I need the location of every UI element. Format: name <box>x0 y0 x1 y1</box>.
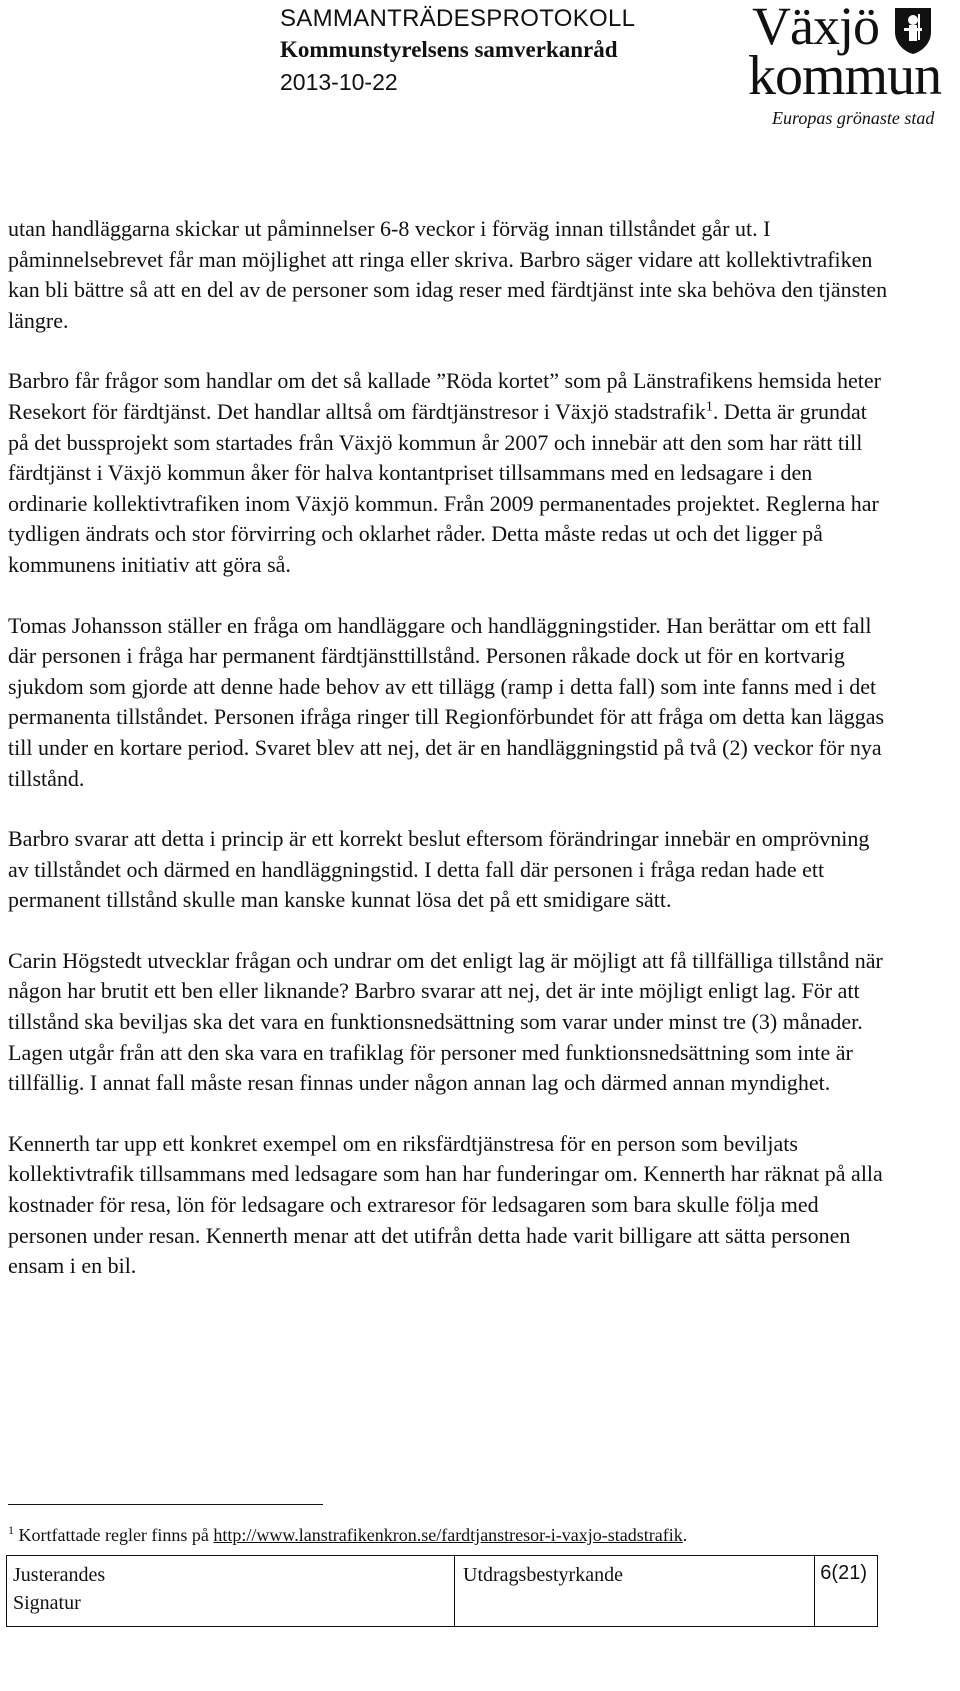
utdragsbestyrkande-cell <box>455 1556 815 1626</box>
document-type: SAMMANTRÄDESPROTOKOLL <box>280 5 636 32</box>
footnote-reference[interactable]: 1 <box>705 399 713 415</box>
footnote-separator <box>8 1504 323 1505</box>
paragraph-text: . Detta är grundat på det bussprojekt som startades från Växjö kommun år 2007 och innebär att den som har rätt till färdtjänst i Växjö kommun åker för halva kontantpriset tillsammans med en ledsagare i den ordinarie kollektivtrafiken inom Växjö kommun. Från 2009 permanentades projektet. Reglerna har tydligen ändrats och stor förvirring och oklarhet råder. Detta måste redas ut och det ligger på kommunens initiativ att göra så. <box>8 398 879 577</box>
vaxjo-kommun-logo <box>748 0 960 130</box>
page-number: 6(21) <box>820 1562 867 1584</box>
signature-footer <box>6 1555 878 1627</box>
paragraph <box>8 366 888 580</box>
footnote-text: Kortfattade regler finns på <box>14 1525 214 1545</box>
footnote-link[interactable]: http://www.lanstrafikenkron.se/fardtjanstresor-i-vaxjo-stadstrafik <box>213 1525 683 1545</box>
footnote <box>8 1518 687 1547</box>
protocol-body <box>8 214 888 1312</box>
document-header <box>280 4 635 98</box>
justerandes-signatur-cell <box>7 1556 455 1626</box>
paragraph: Tomas Johansson ställer en fråga om handläggare och handläggningstider. Han berättar om ett fall där personen i fråga har permanent färdtjänsttillstånd. Personen råkade dock ut för en kortvarig sjukdom som gjorde att denne hade behov av ett tillägg (ramp i detta fall) som inte fanns med i det permanenta tillståndet. Personen ifråga ringer till Regionförbundet för att fråga om detta kan läggas till under en kortare period. Svaret blev att nej, det är en handläggningstid på två (2) veckor för nya tillstånd. <box>8 612 885 791</box>
logo-line-2: kommun <box>748 45 942 107</box>
justerandes-label: Justerandes <box>13 1564 106 1586</box>
signatur-label: Signatur <box>13 1592 81 1614</box>
utdragsbestyrkande-label: Utdragsbestyrkande <box>463 1564 623 1586</box>
committee-name: Kommunstyrelsens samverkanråd <box>280 37 618 62</box>
paragraph: Carin Högstedt utvecklar frågan och undrar om det enligt lag är möjligt att få tillfälliga tillstånd när någon har brutit ett ben eller liknande? Barbro svarar att nej, det är inte möjligt enligt lag. För att tillstånd ska beviljas ska det vara en funktionsnedsättning som varar under minst tre (3) månader. Lagen utgår från att den ska vara en trafiklag för personer med funktionsnedsättning som inte är tillfällig. I annat fall måste resan finnas under någon annan lag och därmed annan myndighet. <box>8 947 883 1096</box>
meeting-date: 2013-10-22 <box>280 69 398 95</box>
logo-tagline: Europas grönaste stad <box>772 108 935 128</box>
paragraph: Barbro svarar att detta i princip är ett korrekt beslut eftersom förändringar innebär en omprövning av tillståndet och därmed en handläggningstid. I detta fall där personen i fråga redan hade ett permanent tillstånd skulle man kanske kunnat lösa det på ett smidigare sätt. <box>8 826 870 913</box>
footnote-end: . <box>682 1525 688 1545</box>
paragraph-text: Barbro får frågor som handlar om det så kallade ”Röda kortet” som på Länstrafikens hemsida heter Resekort för färdtjänst. Det handlar alltså om färdtjänstresor i Växjö stadstrafik <box>8 368 881 424</box>
paragraph: utan handläggarna skickar ut påminnelser 6-8 veckor i förväg innan tillståndet går ut. I påminnelsebrevet får man möjlighet att ringa eller skriva. Barbro säger vidare att kollektivtrafiken kan bli bättre så att en del av de personer som idag reser med färdtjänst inte ska behöva den tjänsten längre. <box>8 216 888 333</box>
paragraph: Kennerth tar upp ett konkret exempel om en riksfärdtjänstresa för en person som beviljats kollektivtrafik tillsammans med ledsagare som han har funderingar om. Kennerth har räknat på alla kostnader för resa, lön för ledsagare och extraresor för ledsagaren som bara skulle följa med personen under resan. Kennerth menar att det utifrån detta hade varit billigare att sätta personen ensam i en bil. <box>8 1130 883 1279</box>
logo-line-1: Växjö <box>752 0 879 56</box>
footnote-marker: 1 <box>8 1523 14 1537</box>
